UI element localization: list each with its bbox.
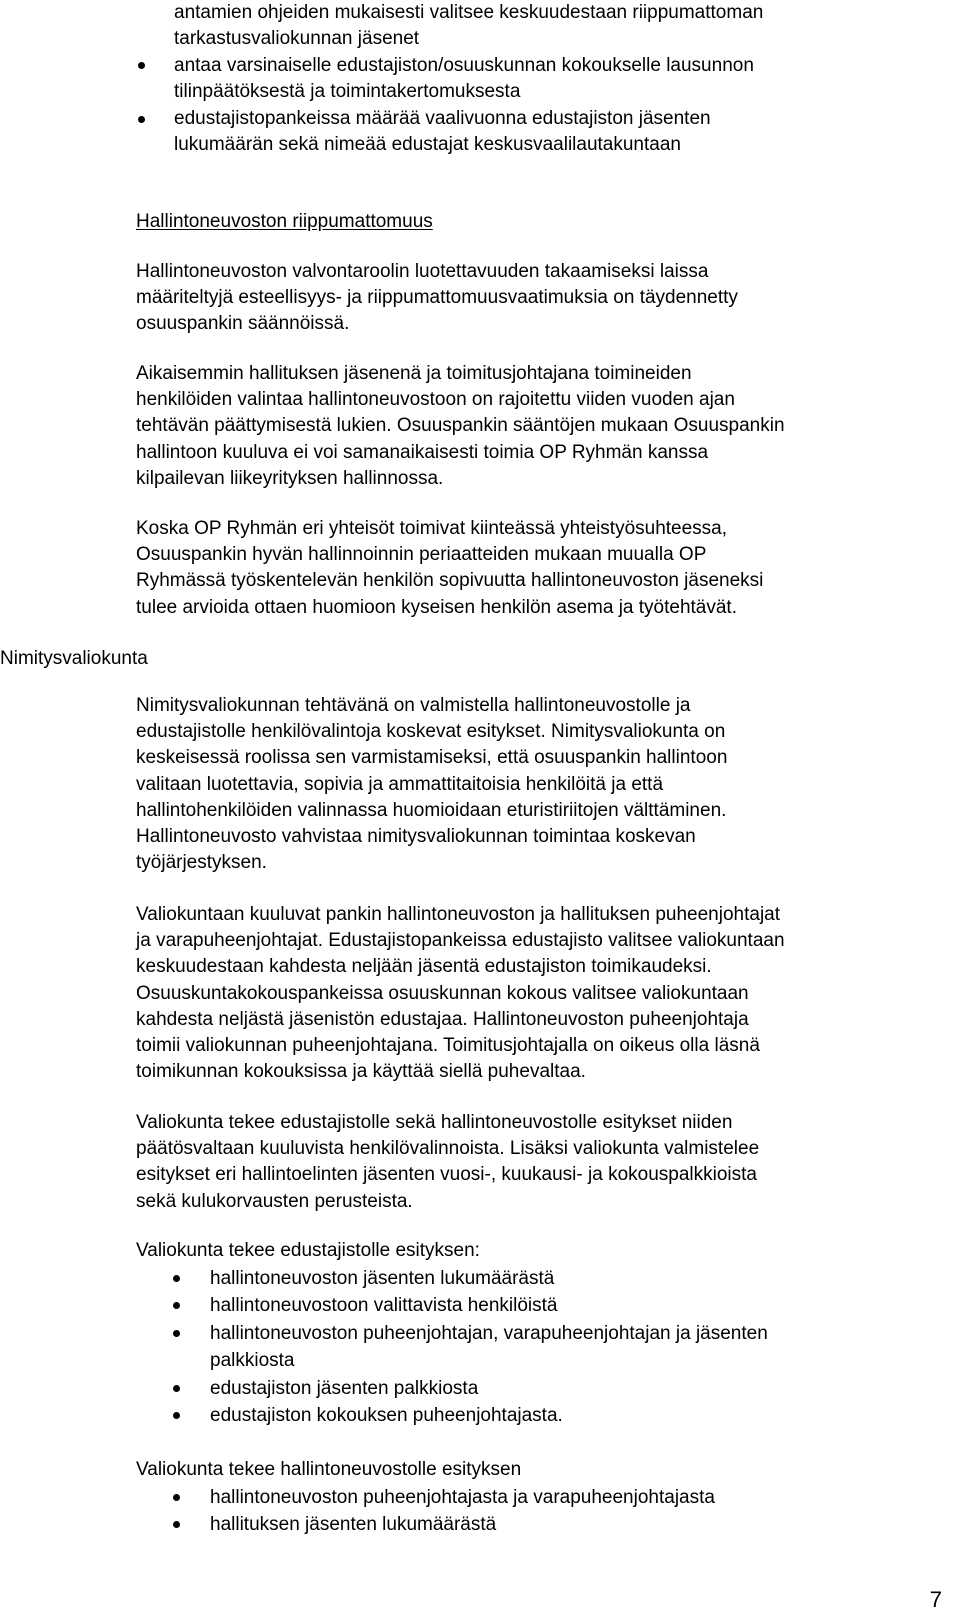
text-line: tehtävän päättymisestä lukien. Osuuspankin sääntöjen mukaan Osuuspankin — [136, 415, 785, 437]
text-line: hallintoneuvoston puheenjohtajan, varapuheenjohtajan ja jäsenten — [210, 1323, 768, 1344]
text-line: esitykset eri hallintoelinten jäsenten vuosi-, kuukausi- ja kokouspalkkioista — [136, 1164, 757, 1186]
text-line: tilinpäätöksestä ja toimintakertomuksesta — [174, 81, 521, 102]
top-list-item — [174, 106, 711, 158]
paragraph — [136, 1110, 759, 1215]
bullet-icon — [173, 1521, 180, 1528]
text-line: toimikunnan kokouksissa ja käyttää siellä puhevaltaa. — [136, 1061, 586, 1083]
text-line: hallintoneuvoston jäsenten lukumäärästä — [210, 1268, 555, 1289]
bullet-icon — [173, 1494, 180, 1501]
text-line: Koska OP Ryhmän eri yhteisöt toimivat kiinteässä yhteistyösuhteessa, — [136, 518, 728, 539]
text-line: tulee arvioida ottaen huomioon kyseisen henkilön asema ja työtehtävät. — [136, 596, 737, 618]
paragraph — [136, 902, 785, 1085]
top-list-continuation — [174, 0, 763, 52]
text-line: keskeisessä roolissa sen varmistamiseksi, että osuuspankin hallintoon — [136, 747, 728, 769]
text-line: toimii valiokunnan puheenjohtajana. Toimitusjohtajalla on oikeus olla läsnä — [136, 1035, 760, 1057]
page-number: 7 — [929, 1587, 942, 1612]
text-line: edustajiston kokouksen puheenjohtajasta. — [210, 1405, 563, 1426]
text-line: Ryhmässä työskentelevän henkilön sopivuutta hallintoneuvoston jäseneksi — [136, 570, 764, 592]
list-item — [210, 1402, 563, 1429]
list-intro: Valiokunta tekee hallintoneuvostolle esityksen — [136, 1459, 522, 1480]
bullet-icon — [173, 1330, 180, 1337]
text-line: osuuspankin säännöissä. — [136, 313, 350, 335]
text-line: ja varapuheenjohtajat. Edustajistopankeissa edustajisto valitsee valiokuntaan — [136, 930, 785, 952]
text-line: edustajistopankeissa määrää vaalivuonna edustajiston jäsenten — [174, 108, 711, 129]
paragraph — [136, 693, 727, 876]
text-line: hallintoon kuuluva ei voi samanaikaisesti toimia OP Ryhmän kanssa — [136, 441, 709, 463]
text-line: kahdesta neljästä jäsenistön edustajaa. Hallintoneuvoston puheenjohtaja — [136, 1008, 749, 1030]
text-line: määriteltyjä esteellisyys- ja riippumattomuusvaatimuksia on täydennetty — [136, 287, 738, 309]
text-line: palkkiosta — [210, 1350, 295, 1371]
text-line: Hallintoneuvosto vahvistaa nimitysvaliokunnan toimintaa koskevan — [136, 826, 696, 848]
text-line: antamien ohjeiden mukaisesti valitsee keskuudestaan riippumattoman — [174, 2, 764, 23]
text-line: kilpailevan liikeyrityksen hallinnossa. — [136, 467, 444, 489]
text-line: päätösvaltaan kuuluvista henkilövalinnoista. Lisäksi valiokunta valmistelee — [136, 1138, 760, 1160]
bullet-icon — [173, 1412, 180, 1419]
text-line: tarkastusvaliokunnan jäsenet — [174, 28, 420, 49]
text-line: henkilöiden valintaa hallintoneuvostoon on rajoitettu viiden vuoden ajan — [136, 389, 735, 411]
text-line: hallituksen jäsenten lukumäärästä — [210, 1514, 497, 1535]
text-line: keskuudestaan kahdesta neljään jäsentä edustajiston toimikaudeksi. — [136, 956, 712, 978]
text-line: työjärjestyksen. — [136, 852, 267, 874]
text-line: edustajistolle henkilövalintoja koskevat esitykset. Nimitysvaliokunta on — [136, 721, 726, 743]
text-line: hallintoneuvoston puheenjohtajasta ja varapuheenjohtajasta — [210, 1487, 715, 1508]
paragraph — [136, 516, 763, 621]
bullet-icon — [173, 1302, 180, 1309]
text-line: valitaan luotettavia, sopivia ja ammattitaitoisia henkilöitä ja että — [136, 773, 664, 795]
paragraph — [136, 361, 785, 492]
bullet-icon — [138, 62, 145, 69]
margin-label: Nimitysvaliokunta — [0, 648, 148, 669]
text-line: Osuuspankin hyvän hallinnoinnin periaatteiden mukaan muualla OP — [136, 544, 707, 566]
list-item — [210, 1292, 558, 1319]
list-intro: Valiokunta tekee edustajistolle esityksen: — [136, 1240, 480, 1261]
text-line: hallintohenkilöiden valinnassa huomioidaan eturistiriitojen välttäminen. — [136, 799, 727, 821]
bullet-icon — [173, 1385, 180, 1392]
text-line: Valiokunta tekee edustajistolle sekä hallintoneuvostolle esitykset niiden — [136, 1112, 733, 1133]
list-item — [210, 1484, 715, 1511]
text-line: antaa varsinaiselle edustajiston/osuuskunnan kokoukselle lausunnon — [174, 55, 754, 76]
text-line: sekä kulukorvausten perusteista. — [136, 1190, 413, 1212]
text-line: Hallintoneuvoston valvontaroolin luotettavuuden takaamiseksi laissa — [136, 261, 709, 282]
top-list-item — [174, 53, 754, 105]
list-item — [210, 1320, 768, 1374]
text-line: Nimitysvaliokunnan tehtävänä on valmistella hallintoneuvostolle ja — [136, 695, 691, 716]
bullet-icon — [138, 116, 145, 123]
text-line: hallintoneuvostoon valittavista henkilöistä — [210, 1295, 558, 1316]
list-item — [210, 1511, 496, 1538]
list-item — [210, 1375, 478, 1402]
text-line: lukumäärän sekä nimeää edustajat keskusvaalilautakuntaan — [174, 134, 681, 155]
text-line: Valiokuntaan kuuluvat pankin hallintoneuvoston ja hallituksen puheenjohtajat — [136, 904, 781, 925]
section-heading: Hallintoneuvoston riippumattomuus — [136, 211, 433, 232]
text-line: Aikaisemmin hallituksen jäsenenä ja toimitusjohtajana toimineiden — [136, 363, 692, 384]
text-line: Osuuskuntakokouspankeissa osuuskunnan kokous valitsee valiokuntaan — [136, 982, 749, 1004]
text-line: edustajiston jäsenten palkkiosta — [210, 1378, 479, 1399]
paragraph — [136, 259, 738, 338]
bullet-icon — [173, 1275, 180, 1282]
list-item — [210, 1265, 554, 1292]
